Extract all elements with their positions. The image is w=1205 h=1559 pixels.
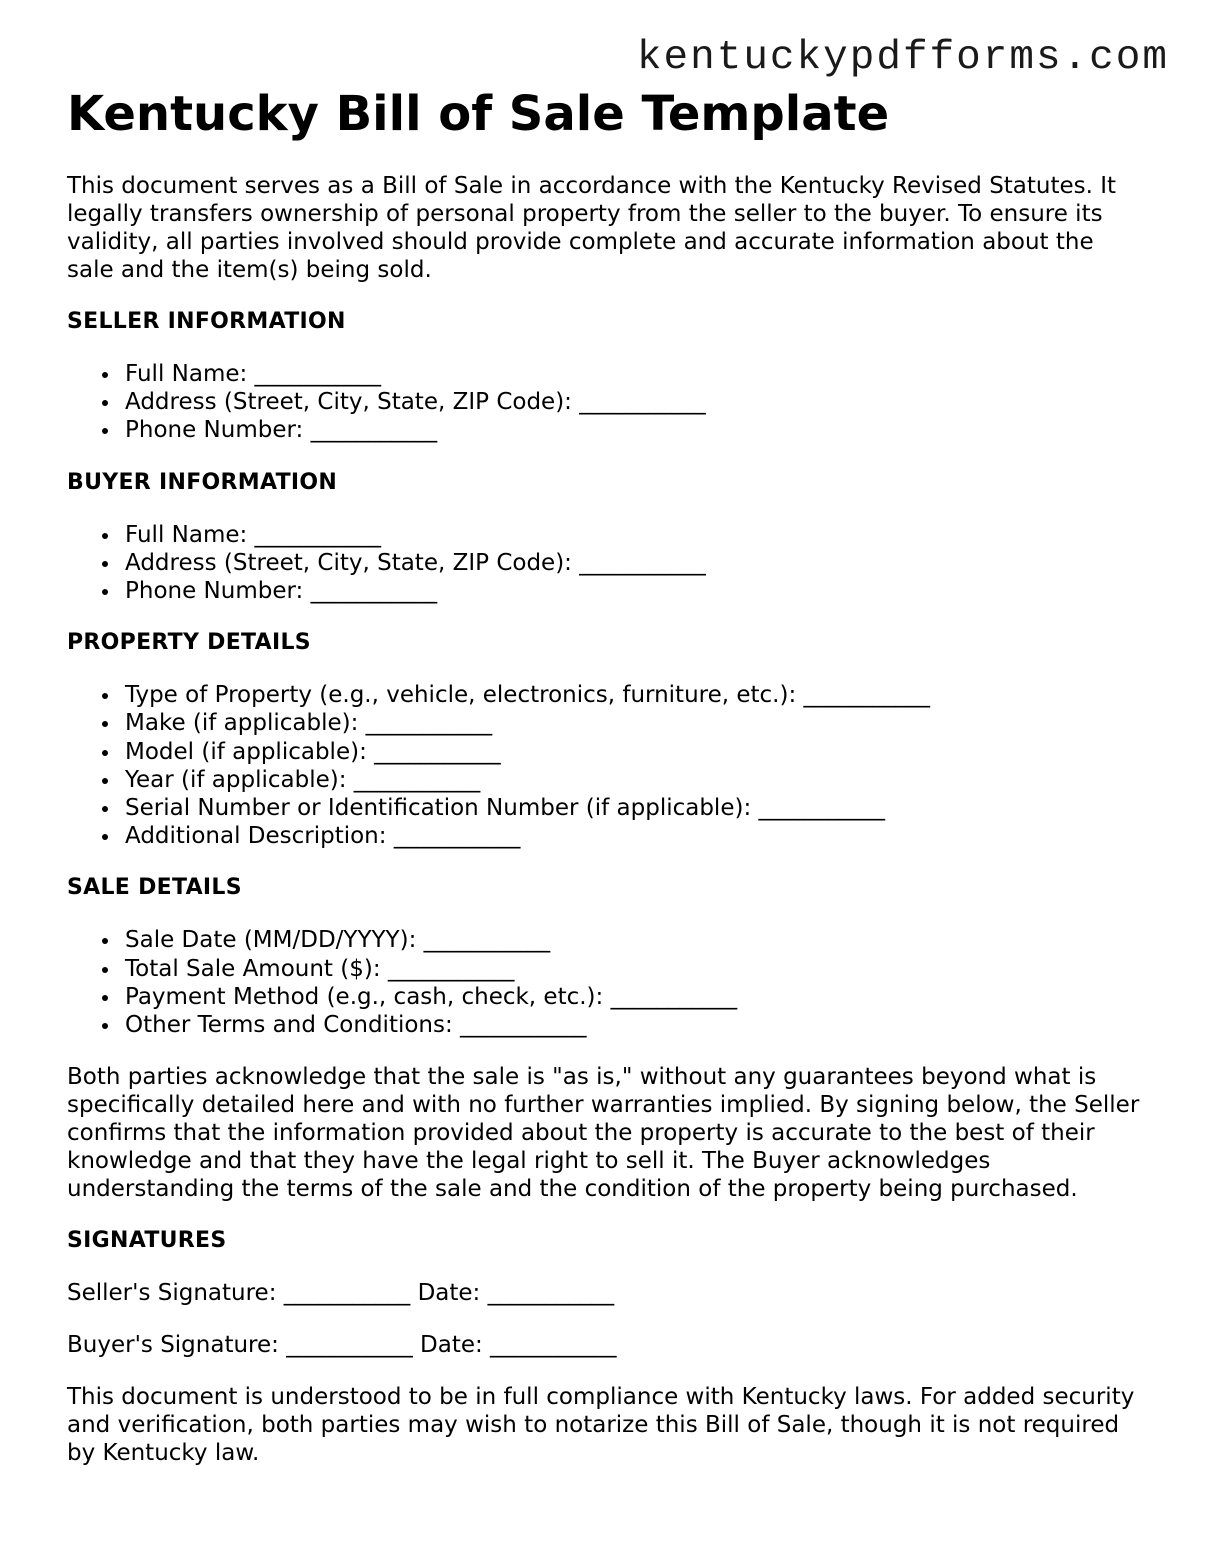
buyer-phone-item: Phone Number: ___________	[125, 577, 1147, 605]
property-serial-item: Serial Number or Identification Number (if applicable): ___________	[125, 794, 1147, 822]
acknowledgment-paragraph: Both parties acknowledge that the sale is "as is," without any guarantees beyond what is specifically detailed here and with no further warranties implied. By signing below, the Seller confirms that the information provided about the property is accurate to the best of their knowledge and that they have the legal right to sell it. The Buyer acknowledges understanding the terms of the sale and the condition of the property being purchased.	[67, 1064, 1140, 1203]
buyer-signature-line: Buyer's Signature: ___________ Date: ___________	[67, 1332, 617, 1359]
seller-address-item: Address (Street, City, State, ZIP Code): ___________	[125, 388, 1147, 416]
sale-heading: SALE DETAILS	[67, 875, 242, 901]
property-heading: PROPERTY DETAILS	[67, 630, 311, 656]
seller-phone-item: Phone Number: ___________	[125, 416, 1147, 444]
seller-heading: SELLER INFORMATION	[67, 309, 346, 334]
site-watermark: kentuckypdfforms.com	[636, 35, 1169, 81]
property-list	[67, 681, 1147, 850]
document-body	[67, 84, 1147, 1467]
other-terms-item: Other Terms and Conditions: ___________	[125, 1011, 1147, 1039]
sale-amount-item: Total Sale Amount ($): ___________	[125, 955, 1147, 983]
sale-list	[67, 926, 1147, 1039]
seller-list	[67, 360, 1147, 445]
buyer-list	[67, 521, 1147, 606]
property-description-item: Additional Description: ___________	[125, 822, 1147, 850]
buyer-full-name-item: Full Name: ___________	[125, 521, 1147, 549]
intro-paragraph: This document serves as a Bill of Sale in accordance with the Kentucky Revised Statutes. It legally transfers ownership of personal property from the seller to the buyer. To ensure its validity, all parties involved should provide complete and accurate information about the sale and the item(s) being sold.	[67, 173, 1117, 283]
seller-full-name-item: Full Name: ___________	[125, 360, 1147, 388]
signatures-heading: SIGNATURES	[67, 1228, 227, 1254]
property-type-item: Type of Property (e.g., vehicle, electronics, furniture, etc.): ___________	[125, 681, 1147, 709]
buyer-address-item: Address (Street, City, State, ZIP Code): ___________	[125, 549, 1147, 577]
buyer-heading: BUYER INFORMATION	[67, 469, 338, 495]
page-title: Kentucky Bill of Sale Template	[67, 86, 890, 142]
sale-date-item: Sale Date (MM/DD/YYYY): ___________	[125, 926, 1147, 954]
payment-method-item: Payment Method (e.g., cash, check, etc.): ___________	[125, 983, 1147, 1011]
property-model-item: Model (if applicable): ___________	[125, 738, 1147, 766]
closing-paragraph: This document is understood to be in full compliance with Kentucky laws. For added security and verification, both parties may wish to notarize this Bill of Sale, though it is not required by Kentucky law.	[67, 1384, 1135, 1467]
seller-signature-line: Seller's Signature: ___________ Date: ___________	[67, 1280, 615, 1307]
property-year-item: Year (if applicable): ___________	[125, 766, 1147, 794]
property-make-item: Make (if applicable): ___________	[125, 709, 1147, 737]
